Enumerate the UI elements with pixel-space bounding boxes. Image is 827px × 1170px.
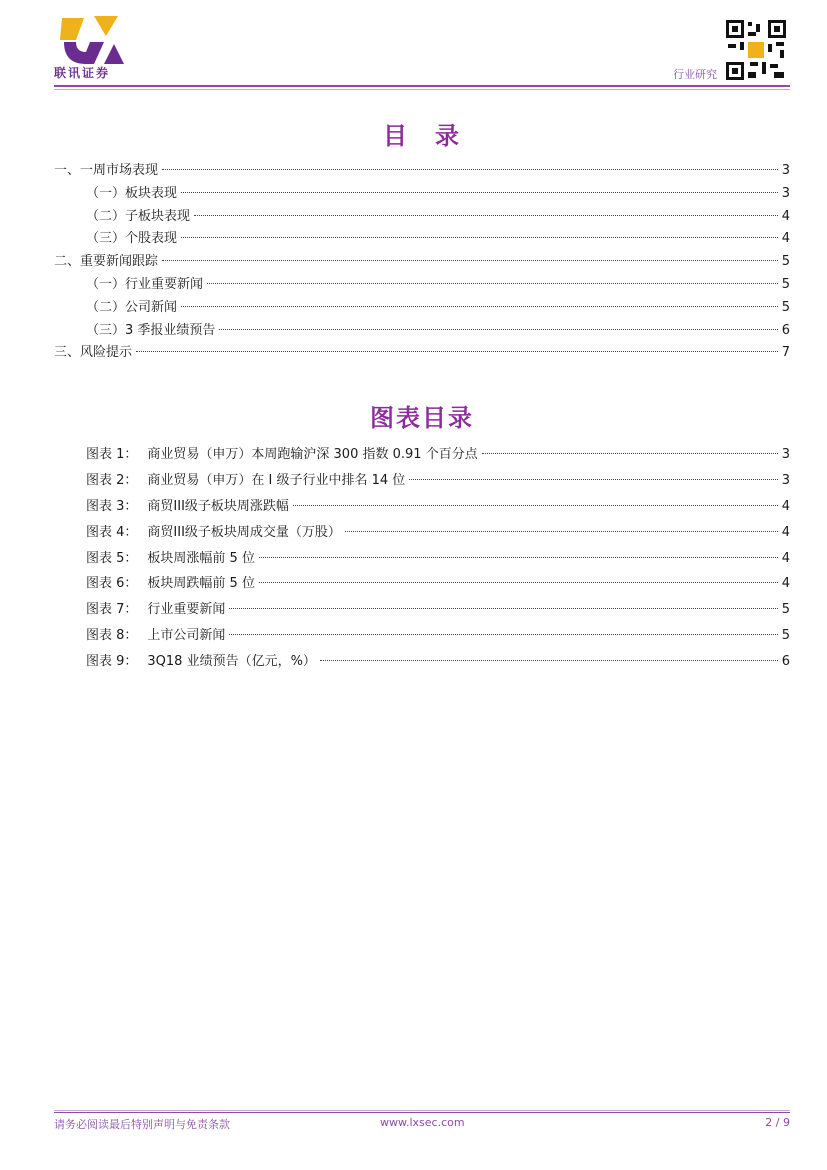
toc-label: （一）行业重要新闻 — [86, 276, 204, 292]
report-type-label: 行业研究 — [673, 68, 717, 81]
toc-label: 一、一周市场表现 — [54, 163, 159, 178]
figure-label: 3Q18 业绩预告（亿元，%） — [147, 654, 316, 670]
toc-entry[interactable] — [54, 183, 790, 206]
dot-leader — [207, 283, 778, 284]
figure-label: 商贸III级子板块周成交量（万股） — [147, 524, 341, 540]
page-ref: 5 — [781, 299, 790, 315]
disclaimer-link[interactable]: 请务必阅读最后特别声明与免责条款 — [54, 1118, 230, 1131]
toc-title: 目 录 — [383, 122, 461, 150]
toc-label: （二）子板块表现 — [86, 208, 191, 224]
dot-leader — [181, 306, 778, 307]
figure-entry[interactable] — [86, 649, 790, 675]
figure-entry[interactable] — [86, 546, 790, 572]
page-ref: 4 — [781, 550, 790, 566]
dot-leader — [162, 260, 778, 261]
dot-leader — [482, 453, 778, 454]
dot-leader — [409, 479, 777, 480]
figure-label: 商业贸易（申万）本周跑输沪深 300 指数 0.91 个百分点 — [147, 447, 478, 462]
page-ref: 5 — [781, 602, 790, 618]
dot-leader — [293, 505, 778, 506]
figure-entry[interactable] — [86, 571, 790, 597]
toc-label: 三、风险提示 — [54, 345, 133, 361]
page-ref: 5 — [781, 276, 790, 292]
page-ref: 5 — [781, 628, 790, 644]
toc-entry[interactable] — [54, 160, 790, 183]
toc-label: （三）3 季报业绩预告 — [86, 322, 216, 338]
dot-leader — [219, 329, 777, 330]
page-ref: 6 — [781, 654, 790, 670]
figure-label: 行业重要新闻 — [147, 602, 226, 618]
page-ref: 5 — [781, 254, 790, 270]
dot-leader — [162, 169, 778, 170]
toc-label: （二）公司新闻 — [86, 299, 178, 315]
dot-leader — [259, 557, 778, 558]
toc-label: 二、重要新闻跟踪 — [54, 254, 159, 270]
figure-entry[interactable] — [86, 623, 790, 649]
figure-label: 商贸III级子板块周涨跌幅 — [147, 498, 289, 514]
page-ref: 3 — [781, 163, 790, 178]
page-ref: 4 — [781, 208, 790, 224]
toc-entry[interactable] — [54, 274, 790, 297]
dot-leader — [181, 192, 778, 193]
figure-entry[interactable] — [86, 520, 790, 546]
figures-title: 图表目录 — [370, 404, 474, 432]
toc-entry[interactable] — [54, 342, 790, 365]
page-ref: 4 — [781, 231, 790, 247]
figure-label: 上市公司新闻 — [147, 628, 226, 644]
qr-code-icon — [724, 18, 788, 82]
figure-number: 图表 4： — [86, 524, 138, 540]
page-ref: 7 — [781, 345, 790, 361]
figure-entry[interactable] — [86, 597, 790, 623]
logo-text: 联讯证券 — [54, 66, 111, 80]
figure-entry[interactable] — [86, 494, 790, 520]
table-of-contents — [54, 160, 790, 365]
figure-number: 图表 5： — [86, 550, 138, 566]
dot-leader — [259, 582, 778, 583]
toc-entry[interactable] — [54, 297, 790, 320]
dot-leader — [136, 351, 778, 352]
header-rule — [54, 85, 790, 87]
page-header — [0, 0, 827, 92]
figure-number: 图表 8： — [86, 628, 138, 644]
figure-number: 图表 7： — [86, 602, 138, 618]
figure-entry[interactable] — [86, 442, 790, 468]
figure-list — [86, 442, 790, 675]
footer-rule-thin — [54, 1110, 790, 1111]
figure-label: 板块周涨幅前 5 位 — [147, 550, 255, 566]
figure-label: 商业贸易（申万）在 I 级子行业中排名 14 位 — [147, 472, 406, 488]
page-ref: 3 — [781, 185, 790, 201]
dot-leader — [181, 237, 778, 238]
toc-label: （一）板块表现 — [86, 185, 178, 201]
toc-entry[interactable] — [54, 206, 790, 229]
page-ref: 4 — [781, 498, 790, 514]
figure-number: 图表 3： — [86, 498, 138, 514]
footer-rule — [54, 1112, 790, 1113]
toc-entry[interactable] — [54, 320, 790, 343]
page-ref: 3 — [781, 472, 790, 488]
website-link[interactable]: www.lxsec.com — [380, 1116, 465, 1129]
figure-number: 图表 1： — [86, 447, 138, 462]
dot-leader — [320, 660, 778, 661]
dot-leader — [229, 634, 777, 635]
header-rule-thin — [54, 89, 790, 90]
figure-number: 图表 9： — [86, 654, 138, 670]
page-ref: 4 — [781, 576, 790, 592]
page-ref: 3 — [781, 447, 790, 462]
page-ref: 6 — [781, 322, 790, 338]
figure-number: 图表 6： — [86, 576, 138, 592]
dot-leader — [194, 215, 778, 216]
figure-number: 图表 2： — [86, 472, 138, 488]
page-number: 2 / 9 — [765, 1116, 790, 1129]
toc-entry[interactable] — [54, 228, 790, 251]
dot-leader — [345, 531, 778, 532]
page-ref: 4 — [781, 524, 790, 540]
dot-leader — [229, 608, 777, 609]
figure-entry[interactable] — [86, 468, 790, 494]
figure-label: 板块周跌幅前 5 位 — [147, 576, 255, 592]
toc-entry[interactable] — [54, 251, 790, 274]
toc-label: （三）个股表现 — [86, 231, 178, 247]
